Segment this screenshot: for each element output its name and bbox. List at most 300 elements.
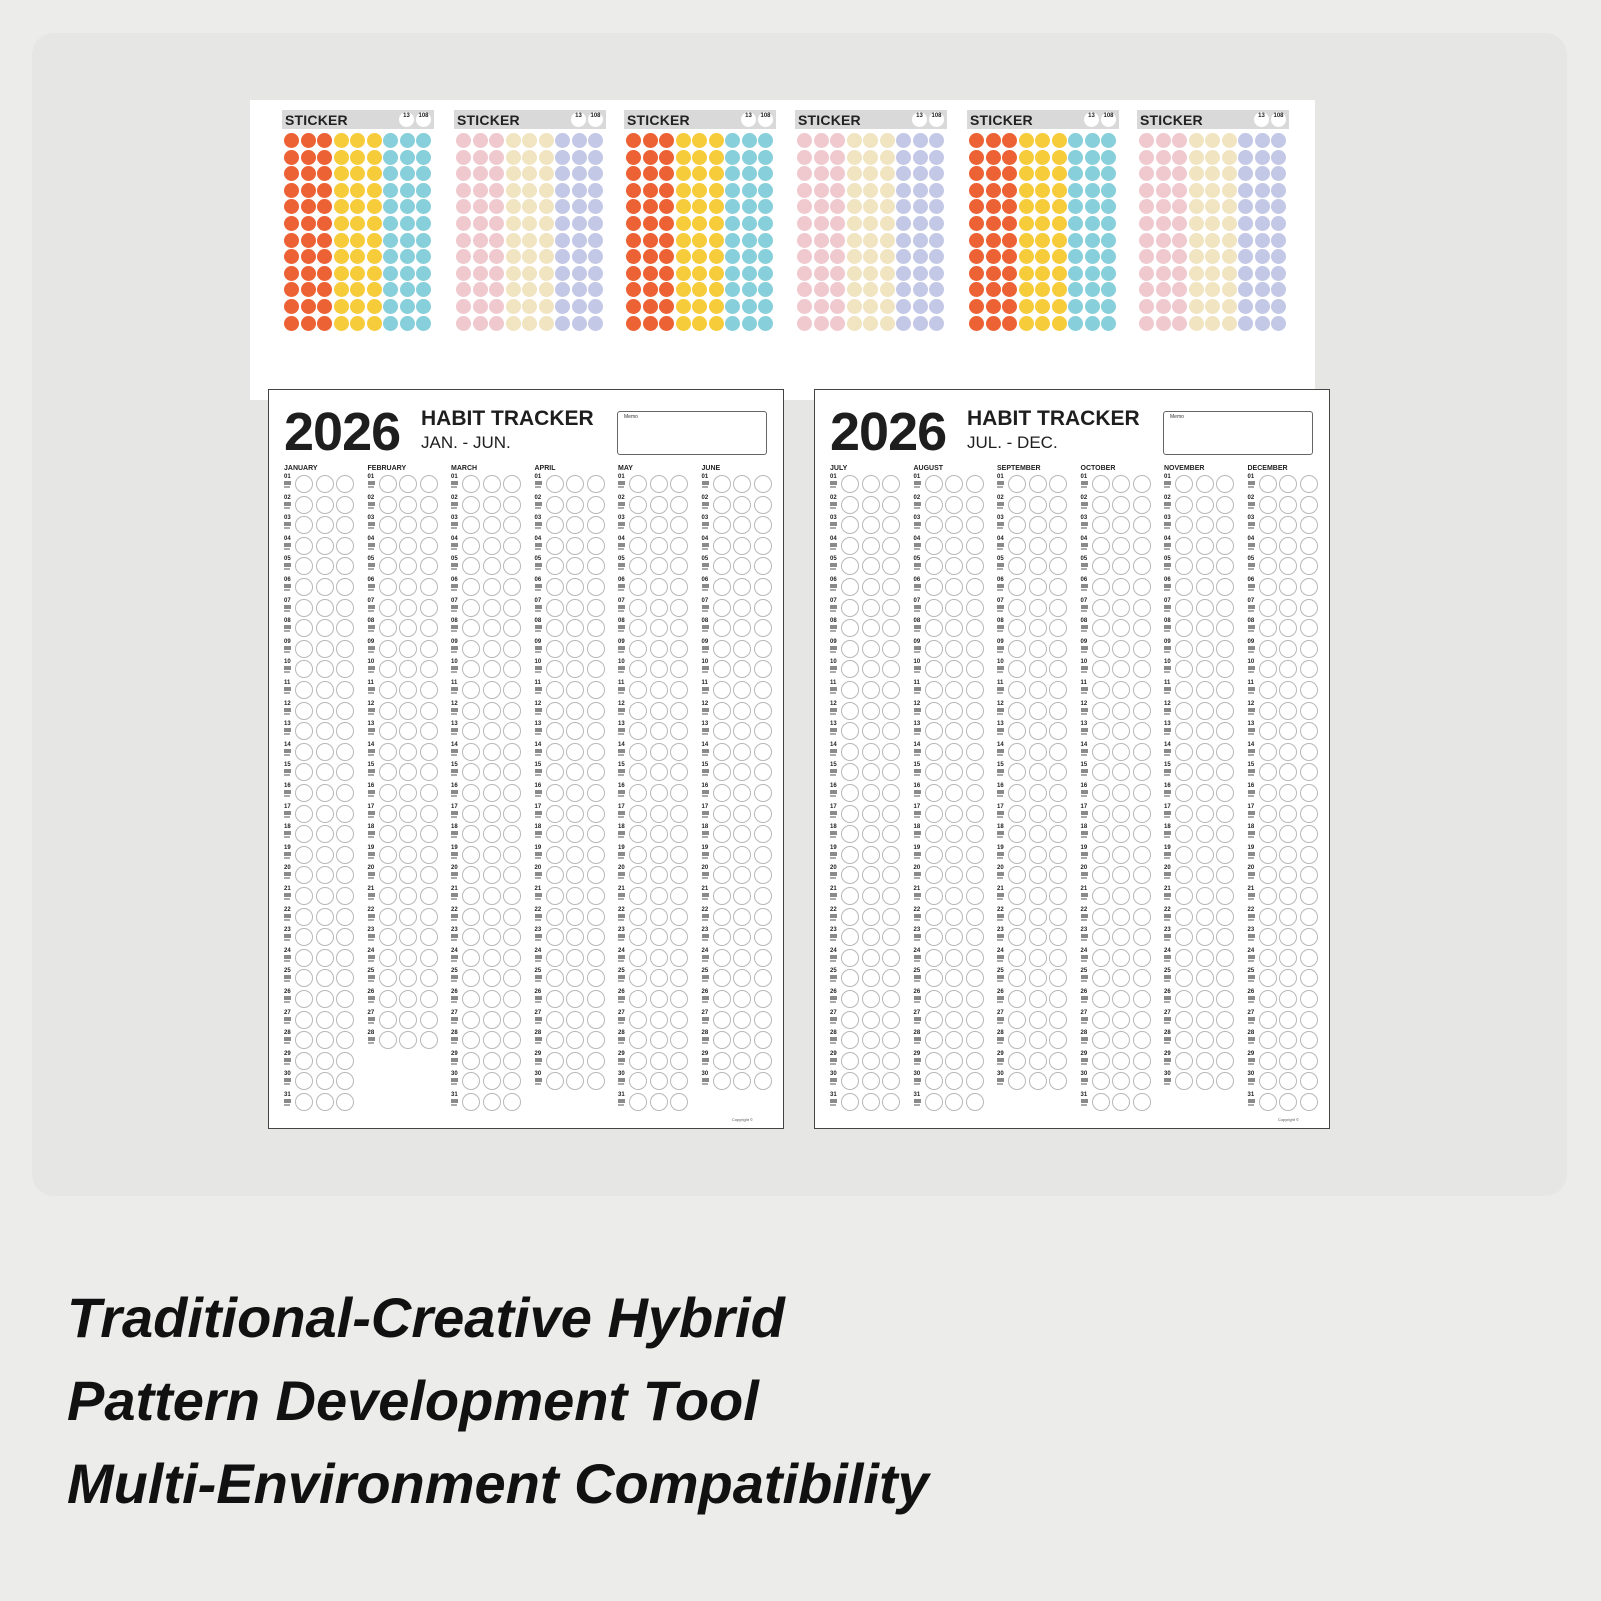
habit-circle[interactable] (1008, 557, 1026, 575)
habit-circle[interactable] (566, 702, 584, 720)
sticker-dot[interactable] (1222, 266, 1237, 281)
habit-circle[interactable] (862, 557, 880, 575)
sticker-dot[interactable] (350, 233, 365, 248)
sticker-dot[interactable] (814, 266, 829, 281)
habit-circle[interactable] (1133, 990, 1151, 1008)
sticker-dot[interactable] (1156, 316, 1171, 331)
sticker-dot[interactable] (416, 266, 431, 281)
habit-circle[interactable] (882, 990, 900, 1008)
habit-circle[interactable] (399, 887, 417, 905)
habit-circle[interactable] (754, 475, 772, 493)
sticker-dot[interactable] (929, 249, 944, 264)
sticker-dot[interactable] (626, 199, 641, 214)
sticker-dot[interactable] (301, 316, 316, 331)
sticker-dot[interactable] (1172, 216, 1187, 231)
sticker-dot[interactable] (334, 282, 349, 297)
habit-circle[interactable] (587, 908, 605, 926)
sticker-dot[interactable] (896, 166, 911, 181)
habit-circle[interactable] (462, 1052, 480, 1070)
sticker-dot[interactable] (1205, 266, 1220, 281)
sticker-dot[interactable] (506, 316, 521, 331)
habit-circle[interactable] (503, 887, 521, 905)
sticker-dot[interactable] (626, 249, 641, 264)
sticker-dot[interactable] (317, 150, 332, 165)
sticker-dot[interactable] (473, 233, 488, 248)
sticker-dot[interactable] (659, 216, 674, 231)
sticker-dot[interactable] (367, 233, 382, 248)
sticker-dot[interactable] (400, 166, 415, 181)
sticker-dot[interactable] (1019, 282, 1034, 297)
habit-circle[interactable] (713, 969, 731, 987)
habit-circle[interactable] (587, 475, 605, 493)
habit-circle[interactable] (1049, 722, 1067, 740)
sticker-dot[interactable] (847, 249, 862, 264)
habit-circle[interactable] (546, 557, 564, 575)
habit-circle[interactable] (1049, 908, 1067, 926)
habit-circle[interactable] (862, 908, 880, 926)
habit-circle[interactable] (566, 722, 584, 740)
habit-circle[interactable] (483, 1011, 501, 1029)
habit-circle[interactable] (566, 1052, 584, 1070)
sticker-dot[interactable] (814, 299, 829, 314)
habit-circle[interactable] (713, 928, 731, 946)
habit-circle[interactable] (1133, 866, 1151, 884)
sticker-dot[interactable] (1139, 299, 1154, 314)
sticker-dot[interactable] (1052, 183, 1067, 198)
sticker-dot[interactable] (863, 282, 878, 297)
habit-circle[interactable] (1008, 969, 1026, 987)
habit-circle[interactable] (1029, 557, 1047, 575)
habit-circle[interactable] (1279, 743, 1297, 761)
sticker-dot[interactable] (489, 249, 504, 264)
sticker-dot[interactable] (1035, 266, 1050, 281)
habit-circle[interactable] (650, 908, 668, 926)
sticker-dot[interactable] (555, 199, 570, 214)
sticker-dot[interactable] (643, 133, 658, 148)
sticker-dot[interactable] (522, 199, 537, 214)
habit-circle[interactable] (566, 1031, 584, 1049)
sticker-dot[interactable] (1035, 133, 1050, 148)
habit-circle[interactable] (650, 722, 668, 740)
sticker-dot[interactable] (522, 133, 537, 148)
sticker-dot[interactable] (880, 282, 895, 297)
habit-circle[interactable] (1112, 784, 1130, 802)
sticker-dot[interactable] (1172, 166, 1187, 181)
sticker-dot[interactable] (830, 249, 845, 264)
sticker-dot[interactable] (334, 316, 349, 331)
habit-circle[interactable] (1029, 866, 1047, 884)
habit-circle[interactable] (295, 1072, 313, 1090)
habit-circle[interactable] (316, 1093, 334, 1111)
habit-circle[interactable] (1216, 928, 1234, 946)
sticker-dot[interactable] (572, 233, 587, 248)
sticker-dot[interactable] (1139, 249, 1154, 264)
sticker-dot[interactable] (1255, 299, 1270, 314)
sticker-dot[interactable] (742, 183, 757, 198)
sticker-dot[interactable] (880, 150, 895, 165)
habit-circle[interactable] (1049, 969, 1067, 987)
habit-circle[interactable] (713, 537, 731, 555)
habit-circle[interactable] (966, 1031, 984, 1049)
habit-circle[interactable] (420, 928, 438, 946)
habit-circle[interactable] (650, 866, 668, 884)
habit-circle[interactable] (862, 1093, 880, 1111)
sticker-dot[interactable] (473, 216, 488, 231)
sticker-dot[interactable] (692, 216, 707, 231)
habit-circle[interactable] (336, 557, 354, 575)
habit-circle[interactable] (1049, 578, 1067, 596)
sticker-dot[interactable] (506, 299, 521, 314)
habit-circle[interactable] (1279, 599, 1297, 617)
sticker-dot[interactable] (400, 316, 415, 331)
sticker-dot[interactable] (1035, 166, 1050, 181)
sticker-dot[interactable] (1139, 133, 1154, 148)
sticker-dot[interactable] (317, 316, 332, 331)
habit-circle[interactable] (925, 599, 943, 617)
habit-circle[interactable] (966, 743, 984, 761)
habit-circle[interactable] (336, 908, 354, 926)
habit-circle[interactable] (1196, 763, 1214, 781)
habit-circle[interactable] (629, 990, 647, 1008)
habit-circle[interactable] (420, 496, 438, 514)
habit-circle[interactable] (713, 784, 731, 802)
sticker-dot[interactable] (456, 183, 471, 198)
sticker-dot[interactable] (1139, 166, 1154, 181)
sticker-dot[interactable] (742, 249, 757, 264)
habit-circle[interactable] (295, 846, 313, 864)
sticker-dot[interactable] (572, 166, 587, 181)
habit-circle[interactable] (1049, 475, 1067, 493)
sticker-dot[interactable] (830, 216, 845, 231)
sticker-dot[interactable] (1035, 183, 1050, 198)
habit-circle[interactable] (629, 784, 647, 802)
habit-circle[interactable] (399, 784, 417, 802)
sticker-dot[interactable] (676, 249, 691, 264)
habit-circle[interactable] (1112, 1093, 1130, 1111)
habit-circle[interactable] (1029, 928, 1047, 946)
habit-circle[interactable] (399, 599, 417, 617)
habit-circle[interactable] (1175, 702, 1193, 720)
habit-circle[interactable] (503, 1072, 521, 1090)
sticker-dot[interactable] (473, 299, 488, 314)
sticker-dot[interactable] (1156, 266, 1171, 281)
habit-circle[interactable] (1092, 557, 1110, 575)
habit-circle[interactable] (966, 537, 984, 555)
habit-circle[interactable] (1112, 496, 1130, 514)
habit-circle[interactable] (713, 516, 731, 534)
sticker-dot[interactable] (643, 282, 658, 297)
habit-circle[interactable] (1029, 949, 1047, 967)
habit-circle[interactable] (1279, 475, 1297, 493)
habit-circle[interactable] (882, 763, 900, 781)
habit-circle[interactable] (503, 1093, 521, 1111)
habit-circle[interactable] (1216, 681, 1234, 699)
habit-circle[interactable] (841, 908, 859, 926)
sticker-dot[interactable] (473, 266, 488, 281)
habit-circle[interactable] (1196, 516, 1214, 534)
habit-circle[interactable] (670, 516, 688, 534)
habit-circle[interactable] (945, 660, 963, 678)
sticker-dot[interactable] (758, 216, 773, 231)
habit-circle[interactable] (1049, 619, 1067, 637)
sticker-dot[interactable] (986, 316, 1001, 331)
sticker-dot[interactable] (709, 233, 724, 248)
habit-circle[interactable] (546, 784, 564, 802)
habit-circle[interactable] (882, 578, 900, 596)
habit-circle[interactable] (754, 702, 772, 720)
habit-circle[interactable] (587, 640, 605, 658)
habit-circle[interactable] (546, 660, 564, 678)
sticker-dot[interactable] (692, 249, 707, 264)
habit-circle[interactable] (1175, 908, 1193, 926)
habit-circle[interactable] (1279, 949, 1297, 967)
habit-circle[interactable] (1279, 640, 1297, 658)
sticker-dot[interactable] (986, 266, 1001, 281)
habit-circle[interactable] (733, 784, 751, 802)
habit-circle[interactable] (1092, 537, 1110, 555)
habit-circle[interactable] (587, 496, 605, 514)
habit-circle[interactable] (379, 866, 397, 884)
habit-circle[interactable] (966, 1011, 984, 1029)
habit-circle[interactable] (1279, 825, 1297, 843)
sticker-dot[interactable] (1101, 183, 1116, 198)
habit-circle[interactable] (546, 846, 564, 864)
habit-circle[interactable] (1259, 557, 1277, 575)
sticker-dot[interactable] (913, 199, 928, 214)
habit-circle[interactable] (945, 1011, 963, 1029)
sticker-dot[interactable] (572, 316, 587, 331)
habit-circle[interactable] (503, 1052, 521, 1070)
sticker-dot[interactable] (676, 282, 691, 297)
habit-circle[interactable] (650, 928, 668, 946)
habit-circle[interactable] (566, 537, 584, 555)
habit-circle[interactable] (483, 990, 501, 1008)
sticker-dot[interactable] (1085, 133, 1100, 148)
habit-circle[interactable] (713, 1072, 731, 1090)
habit-circle[interactable] (1049, 640, 1067, 658)
habit-circle[interactable] (1049, 1072, 1067, 1090)
sticker-dot[interactable] (522, 282, 537, 297)
sticker-dot[interactable] (758, 150, 773, 165)
sticker-dot[interactable] (896, 299, 911, 314)
sticker-dot[interactable] (1271, 183, 1286, 198)
sticker-dot[interactable] (1052, 316, 1067, 331)
habit-circle[interactable] (629, 743, 647, 761)
habit-circle[interactable] (295, 557, 313, 575)
sticker-dot[interactable] (913, 316, 928, 331)
sticker-dot[interactable] (1156, 233, 1171, 248)
sticker-dot[interactable] (301, 183, 316, 198)
sticker-dot[interactable] (863, 183, 878, 198)
habit-circle[interactable] (629, 475, 647, 493)
sticker-dot[interactable] (416, 166, 431, 181)
habit-circle[interactable] (483, 619, 501, 637)
sticker-dot[interactable] (522, 233, 537, 248)
habit-circle[interactable] (379, 660, 397, 678)
sticker-dot[interactable] (367, 316, 382, 331)
sticker-dot[interactable] (334, 166, 349, 181)
habit-circle[interactable] (336, 537, 354, 555)
sticker-dot[interactable] (1222, 183, 1237, 198)
sticker-dot[interactable] (1052, 299, 1067, 314)
habit-circle[interactable] (629, 557, 647, 575)
sticker-dot[interactable] (1101, 150, 1116, 165)
habit-circle[interactable] (587, 681, 605, 699)
sticker-dot[interactable] (913, 299, 928, 314)
habit-circle[interactable] (1300, 722, 1318, 740)
habit-circle[interactable] (945, 805, 963, 823)
sticker-dot[interactable] (814, 199, 829, 214)
sticker-dot[interactable] (896, 133, 911, 148)
habit-circle[interactable] (483, 763, 501, 781)
sticker-dot[interactable] (1139, 150, 1154, 165)
sticker-dot[interactable] (539, 282, 554, 297)
habit-circle[interactable] (629, 763, 647, 781)
habit-circle[interactable] (713, 990, 731, 1008)
habit-circle[interactable] (399, 516, 417, 534)
sticker-dot[interactable] (880, 183, 895, 198)
habit-circle[interactable] (882, 928, 900, 946)
habit-circle[interactable] (1008, 1031, 1026, 1049)
habit-circle[interactable] (650, 660, 668, 678)
habit-circle[interactable] (925, 949, 943, 967)
sticker-dot[interactable] (929, 166, 944, 181)
habit-circle[interactable] (1112, 681, 1130, 699)
habit-circle[interactable] (503, 866, 521, 884)
habit-circle[interactable] (1259, 537, 1277, 555)
sticker-dot[interactable] (709, 183, 724, 198)
habit-circle[interactable] (733, 722, 751, 740)
habit-circle[interactable] (379, 722, 397, 740)
sticker-dot[interactable] (709, 166, 724, 181)
sticker-dot[interactable] (506, 166, 521, 181)
habit-circle[interactable] (587, 578, 605, 596)
habit-circle[interactable] (670, 743, 688, 761)
habit-circle[interactable] (1008, 537, 1026, 555)
habit-circle[interactable] (733, 640, 751, 658)
habit-circle[interactable] (587, 928, 605, 946)
sticker-dot[interactable] (847, 233, 862, 248)
sticker-dot[interactable] (830, 282, 845, 297)
sticker-dot[interactable] (1222, 282, 1237, 297)
habit-circle[interactable] (295, 702, 313, 720)
habit-circle[interactable] (546, 805, 564, 823)
sticker-dot[interactable] (1189, 266, 1204, 281)
sticker-dot[interactable] (456, 299, 471, 314)
sticker-dot[interactable] (350, 199, 365, 214)
habit-circle[interactable] (1279, 969, 1297, 987)
habit-circle[interactable] (1008, 990, 1026, 1008)
habit-circle[interactable] (733, 496, 751, 514)
habit-circle[interactable] (945, 1072, 963, 1090)
habit-circle[interactable] (1112, 908, 1130, 926)
sticker-dot[interactable] (896, 150, 911, 165)
sticker-dot[interactable] (456, 316, 471, 331)
sticker-dot[interactable] (350, 299, 365, 314)
habit-circle[interactable] (945, 496, 963, 514)
habit-circle[interactable] (733, 846, 751, 864)
habit-circle[interactable] (670, 969, 688, 987)
sticker-dot[interactable] (1002, 183, 1017, 198)
sticker-dot[interactable] (1222, 249, 1237, 264)
habit-circle[interactable] (713, 825, 731, 843)
habit-circle[interactable] (587, 722, 605, 740)
habit-circle[interactable] (379, 640, 397, 658)
habit-circle[interactable] (462, 557, 480, 575)
habit-circle[interactable] (503, 578, 521, 596)
sticker-dot[interactable] (692, 233, 707, 248)
sticker-dot[interactable] (676, 133, 691, 148)
sticker-dot[interactable] (1222, 299, 1237, 314)
habit-circle[interactable] (462, 660, 480, 678)
habit-circle[interactable] (1300, 949, 1318, 967)
habit-circle[interactable] (316, 1052, 334, 1070)
habit-circle[interactable] (420, 969, 438, 987)
sticker-dot[interactable] (1085, 282, 1100, 297)
habit-circle[interactable] (316, 1031, 334, 1049)
sticker-dot[interactable] (1101, 266, 1116, 281)
habit-circle[interactable] (841, 599, 859, 617)
sticker-dot[interactable] (896, 183, 911, 198)
habit-circle[interactable] (420, 846, 438, 864)
habit-circle[interactable] (925, 537, 943, 555)
habit-circle[interactable] (733, 537, 751, 555)
sticker-dot[interactable] (367, 299, 382, 314)
habit-circle[interactable] (713, 475, 731, 493)
sticker-dot[interactable] (692, 266, 707, 281)
sticker-dot[interactable] (1172, 150, 1187, 165)
sticker-dot[interactable] (1271, 316, 1286, 331)
sticker-dot[interactable] (334, 233, 349, 248)
habit-circle[interactable] (399, 928, 417, 946)
habit-circle[interactable] (420, 660, 438, 678)
habit-circle[interactable] (733, 928, 751, 946)
habit-circle[interactable] (754, 537, 772, 555)
habit-circle[interactable] (1279, 1031, 1297, 1049)
habit-circle[interactable] (1008, 702, 1026, 720)
habit-circle[interactable] (650, 599, 668, 617)
sticker-dot[interactable] (506, 282, 521, 297)
habit-circle[interactable] (587, 702, 605, 720)
habit-circle[interactable] (733, 1052, 751, 1070)
sticker-dot[interactable] (284, 249, 299, 264)
habit-circle[interactable] (841, 743, 859, 761)
habit-circle[interactable] (566, 475, 584, 493)
habit-circle[interactable] (862, 825, 880, 843)
habit-circle[interactable] (483, 887, 501, 905)
habit-circle[interactable] (546, 1011, 564, 1029)
habit-circle[interactable] (925, 557, 943, 575)
habit-circle[interactable] (754, 866, 772, 884)
habit-circle[interactable] (1300, 1031, 1318, 1049)
habit-circle[interactable] (713, 496, 731, 514)
habit-circle[interactable] (503, 599, 521, 617)
habit-circle[interactable] (462, 866, 480, 884)
habit-circle[interactable] (566, 1072, 584, 1090)
habit-circle[interactable] (1196, 537, 1214, 555)
sticker-dot[interactable] (725, 150, 740, 165)
habit-circle[interactable] (546, 866, 564, 884)
sticker-dot[interactable] (814, 233, 829, 248)
sticker-dot[interactable] (725, 199, 740, 214)
sticker-dot[interactable] (400, 133, 415, 148)
sticker-dot[interactable] (814, 183, 829, 198)
habit-circle[interactable] (1259, 1072, 1277, 1090)
habit-circle[interactable] (1279, 908, 1297, 926)
habit-circle[interactable] (1049, 702, 1067, 720)
sticker-dot[interactable] (986, 199, 1001, 214)
sticker-dot[interactable] (1068, 133, 1083, 148)
